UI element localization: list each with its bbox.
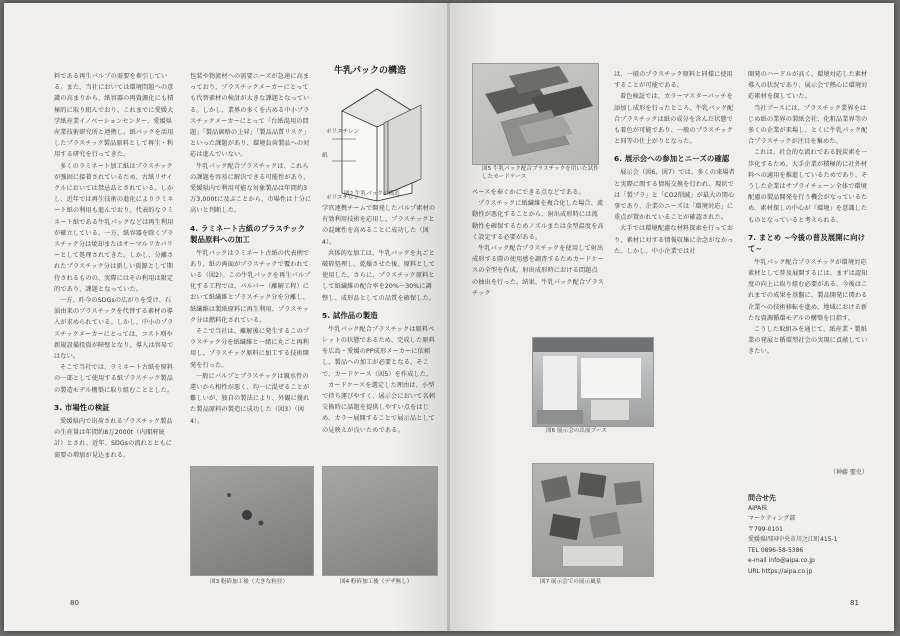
paragraph: プラスチックに紙繊維を複合化した場合、流動性が悪化することから、射出成形時には流動性を確保するためノズルまたは金型温度を高く設定する必要がある。 — [472, 200, 604, 241]
section-heading: 5. 試作品の製造 — [322, 310, 378, 320]
display-items-icon — [533, 464, 653, 576]
figure-caption: 図7 展示会での展示風景 — [540, 579, 602, 585]
left-column-1 — [54, 71, 174, 461]
contact-tel: TEL 0896-58-5386 — [748, 546, 804, 554]
photo-crushed-material — [190, 466, 314, 576]
photo-exhibition-display — [532, 463, 654, 577]
paragraph: 牛乳パックはラミネート古紙の代表例であり、紙の両面がプラスチックで覆われている（図2）。この牛乳パックを再生パルプ化する工程では、パルパー（離解工程）において紙繊維とプラスチック分を分離し、紙繊維は製紙原料に再生利用、プラスチック分は燃料化されている。 — [190, 249, 311, 324]
label-polyethylene-top: ポリエチレン — [326, 129, 360, 135]
figure-caption: 図5 牛乳パック配合プラスチックを用いた試作したカードケース — [482, 166, 599, 180]
left-page — [4, 3, 448, 631]
contact-company: AIPA株 — [748, 504, 768, 512]
paragraph: 大手では環境配慮な材料探索を行っており、素材に対する情報収集に余念がなかった。しかし、中小企業では社 — [614, 225, 734, 255]
paragraph: 牛乳パック配合プラスチックが環境対応素材として普及展開するには、まずは認知度の向上に取り組む必要がある。今後はこれまでの成果を基盤に、製品開発に関わる企業への技術移転を進め、地域における新たな資源循環モデルの構築を目指す。 — [748, 258, 868, 322]
paragraph: そこで当社は、離解後に発生するこのプラスチック分を紙繊維と一緒に丸ごと再利用し、プラスチック原料に加工する技術開発を行った。 — [190, 328, 310, 369]
paragraph: 一方、昨今のSDGsの広がりを受け、石油由来のプラスチックを代替する素材の導入が求められている。しかし、中小のプラスチックメーカーにとっては、コスト増や新規設備投資が障壁となり、導入は容易ではない。 — [54, 297, 174, 361]
paragraph: ペースを奉ぐかにできる点などである。 — [472, 189, 585, 196]
paragraph: 開発のハードルが高く、環境対応した素材導入の状況であり、展示会で熱心に環境対応素材を探していた。 — [748, 71, 868, 101]
right-page — [450, 3, 894, 631]
contact-box — [748, 493, 872, 577]
figure-milk-carton-structure — [322, 63, 432, 208]
paragraph: 学官連携チームで開発したパルプ素材の有効利用技術を応用し、プラスチックとの混練性を高めることに成功した（図4）。 — [322, 205, 436, 246]
contact-postal: 〒799-0101 — [748, 525, 783, 533]
contact-url[interactable]: URL https://aipa.co.jp — [748, 567, 813, 575]
section-heading: 7. まとめ ~今後の普及展開に向けて~ — [748, 232, 866, 253]
paragraph: こうした取組みを通じて、紙産業・製紙業の発展と循環型社会の実現に貢献していきたい。 — [748, 326, 868, 356]
figure-caption: 図4 粉砕加工後（デザ無し） — [340, 579, 413, 585]
contact-title: 問合せ先 — [748, 494, 776, 502]
right-column-1 — [472, 187, 604, 299]
contact-address: 愛媛県四国中央市川之江町415-1 — [748, 536, 838, 543]
left-column-3 — [322, 203, 436, 436]
figure-caption: 図2 牛乳パックの構造 — [344, 191, 400, 197]
photo-card-cases — [472, 63, 599, 165]
section-heading: 4. ラミネート古紙のプラスチック製品原料への加工 — [190, 223, 306, 244]
paragraph: 牛乳パック配合プラスチックは原料ペレットの状態であるため、完成した原料を広島・愛媛のPP成形メーカーに依頼し、製品への加工が必要となる。そこで、カードケース（図5）を作成した。 — [322, 325, 435, 378]
figure-title: 牛乳パックの構造 — [334, 66, 407, 76]
page-number: 81 — [850, 599, 859, 607]
author-signature: （神藤 聖史） — [830, 469, 868, 476]
left-column-2 — [190, 71, 312, 427]
paragraph: 共体的な加工は、牛乳パックを丸ごと破砕処理し、乾燥させた後、原料として使用した。さらに、プラスチック原料として紙繊維の配合率を20%～30%に調整し、成形品としての品質を確保した。 — [322, 249, 436, 302]
section-heading: 3. 市場性の検証 — [54, 402, 110, 412]
magazine-spread — [4, 3, 894, 631]
figure-caption: 図3 粉砕加工後（大きな粒径） — [210, 579, 289, 585]
paragraph: カードケースを選定した理由は、小型で持ち運びやすく、展示会において名刺交換時に話題を提供しやすい点をはじめ、カラー展開することで展示品としての見映えが良いためである。 — [322, 381, 436, 434]
figure-caption: 図6 展示会の出展ブース — [546, 428, 607, 434]
paragraph: そこで当社では、ラミネート古紙を原料の一部として使用する紙プラスチック製品の製造モデル構築に取り組むこととした。 — [54, 364, 174, 394]
paragraph: 着色検証では、カラーマスターバッチを添加し成形を行ったところ、牛乳パック配合プラスチックは紙の成分を含んだ状態でも着色が可能であり、一般のプラスチックと同等の仕上がりとなった。 — [614, 93, 734, 146]
paragraph: 牛乳パック配合プラスチックを使用して射出成形する際の使用感を調査するためカードケースの全型を作成。射出成形時における問題点の抽出を行った。結果、牛乳パック配合プラスチック — [472, 245, 604, 297]
paragraph: は、一般のプラスチック原料と同様に使用することが可能である。 — [614, 71, 733, 90]
texture-icon — [191, 467, 313, 575]
paragraph: 展示会（図6、図7）では、多くの来場者と実際に関する情報交換を行われ、現状では「製プラ」と「CO2削減」が最大の関心事であり、企業のニーズは「環境対応」に重点が置かれていることが確認された。 — [614, 169, 735, 222]
paragraph: 料である再生パルプの需要を牽引している。また、当社においては環境問題への意識の高まりから、紙容器の再資源化にも積極的に取り組んでおり、これまでに愛媛大学紙産業イノベーションセンター、愛媛県産業技術研究所と連携し、紙パックを活用したプラスチック製品原料として再生・利用する研究を行ってきた。 — [54, 73, 174, 159]
photo-exhibition-booth — [532, 337, 654, 427]
photo-processed-material — [322, 466, 438, 576]
paragraph: 当社ブースには、プラスチック業界をはじめ紙の業界の製紙会社、化粧品業界等の多くの企業が来場し、とくに牛乳パック配合プラスチックが注目を集めた。 — [748, 104, 868, 146]
page-number: 80 — [70, 599, 79, 607]
paragraph: 牛乳パック配合プラスチックは、これらの課題を容易に解決できる可能性があり、愛媛県内で利用可能な対象製品は年間約3万3,000tに及ぶことから、市場性は十分に高いと判断した。 — [190, 162, 312, 215]
label-paper: 紙 — [322, 153, 328, 159]
paragraph: 包装や物流材への需要ニーズが急速に高まっており、プラスチックメーカーにとっても代替素材の検討が大きな課題となっている。しかし、業界の多くを占める中小プラスチックメーカーにとって「台紙混用の問題」「製品価格の上昇」「製品品質リスク」といった課題があり、環境負荷製品への対応は進んでいない。 — [190, 73, 310, 159]
section-heading: 6. 展示会への参加とニーズの確認 — [614, 154, 730, 164]
paragraph: 一般にパルプとプラスチックは親水性の違いから相性が悪く、均一に混ぜることが難しいが、独自の製法により、外観に優れた製品原料の製造に成功した（図3）（図4）。 — [190, 372, 310, 425]
paragraph: これは、社会的な流れである脱炭素を一歩化するため、大手企業が積極的に社外材料への適用を推進しているためであり、そうした企業はサプライチェーン全体で環境配慮の製品開発を行う機会がなっているため、素材探しの中心が『環境』を意識したものとなっていると考えられる。 — [748, 149, 868, 224]
paragraph: 多くのラミネート加工紙はプラスチックが強固に接着されているため、古紙リサイクルにおいては禁忌品とされている。しかし、近年では再生技術の進化によりラミネート紙の利用も進んでおり、代表的なラミネート紙である牛乳パックなどは再生利用が確立している。一方、紙容器を除くプラスチック分は焼却またはサーマルリカバリーとして処理されてきた。しかし、分離されたプラスチック分は新しい資源として期待されるものの、実際にはその利用は限定的であり、課題となっていた。 — [54, 162, 174, 293]
label-polyethylene-bottom: ポリエチレン — [326, 195, 360, 201]
carton-diagram-icon — [322, 81, 432, 206]
card-cases-icon — [473, 64, 598, 164]
contact-email[interactable]: e-mail info@aipa.co.jp — [748, 557, 815, 564]
right-column-2 — [614, 69, 738, 257]
booth-icon — [533, 338, 653, 426]
contact-department: マーケティング部 — [748, 515, 796, 522]
right-column-3 — [748, 69, 872, 358]
paragraph: 愛媛県内で出荷されるプラスチック製品の生産量は年間約8万2000t（内閣府統計）とされ、近年、SDGsの流れとともに需要の増加が見込まれる。 — [54, 417, 173, 459]
